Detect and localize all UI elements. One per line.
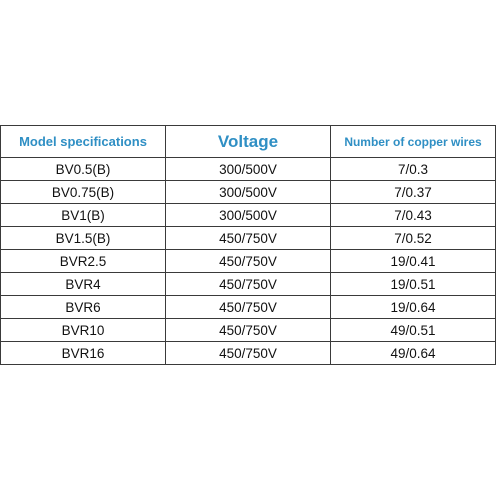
cell-wires: 49/0.51 xyxy=(331,319,496,342)
cell-voltage: 300/500V xyxy=(166,181,331,204)
table-row xyxy=(1,158,496,181)
cell-voltage: 450/750V xyxy=(166,227,331,250)
header-copper-wires: Number of copper wires xyxy=(331,126,496,158)
table-body xyxy=(1,158,496,365)
cell-model: BVR6 xyxy=(1,296,166,319)
cell-wires: 7/0.52 xyxy=(331,227,496,250)
table-header xyxy=(1,126,496,158)
cell-model: BVR10 xyxy=(1,319,166,342)
cell-voltage: 450/750V xyxy=(166,296,331,319)
cell-voltage: 450/750V xyxy=(166,250,331,273)
cell-voltage: 450/750V xyxy=(166,342,331,365)
cell-voltage: 300/500V xyxy=(166,204,331,227)
table-row xyxy=(1,227,496,250)
cell-model: BV1(B) xyxy=(1,204,166,227)
cell-wires: 19/0.41 xyxy=(331,250,496,273)
cell-wires: 7/0.43 xyxy=(331,204,496,227)
table-row xyxy=(1,273,496,296)
cell-wires: 19/0.51 xyxy=(331,273,496,296)
cell-model: BV0.5(B) xyxy=(1,158,166,181)
cell-model: BV0.75(B) xyxy=(1,181,166,204)
cell-wires: 49/0.64 xyxy=(331,342,496,365)
spec-table xyxy=(0,125,496,365)
table-row xyxy=(1,250,496,273)
cell-voltage: 300/500V xyxy=(166,158,331,181)
cell-wires: 7/0.37 xyxy=(331,181,496,204)
cell-model: BVR2.5 xyxy=(1,250,166,273)
table-row xyxy=(1,204,496,227)
table-row xyxy=(1,181,496,204)
cell-wires: 7/0.3 xyxy=(331,158,496,181)
cell-wires: 19/0.64 xyxy=(331,296,496,319)
cell-model: BVR4 xyxy=(1,273,166,296)
table-row xyxy=(1,319,496,342)
header-model-specifications: Model specifications xyxy=(1,126,166,158)
header-voltage: Voltage xyxy=(166,126,331,158)
cell-voltage: 450/750V xyxy=(166,319,331,342)
cell-voltage: 450/750V xyxy=(166,273,331,296)
table-header-row xyxy=(1,126,496,158)
table-row xyxy=(1,296,496,319)
table-row xyxy=(1,342,496,365)
cell-model: BV1.5(B) xyxy=(1,227,166,250)
cell-model: BVR16 xyxy=(1,342,166,365)
